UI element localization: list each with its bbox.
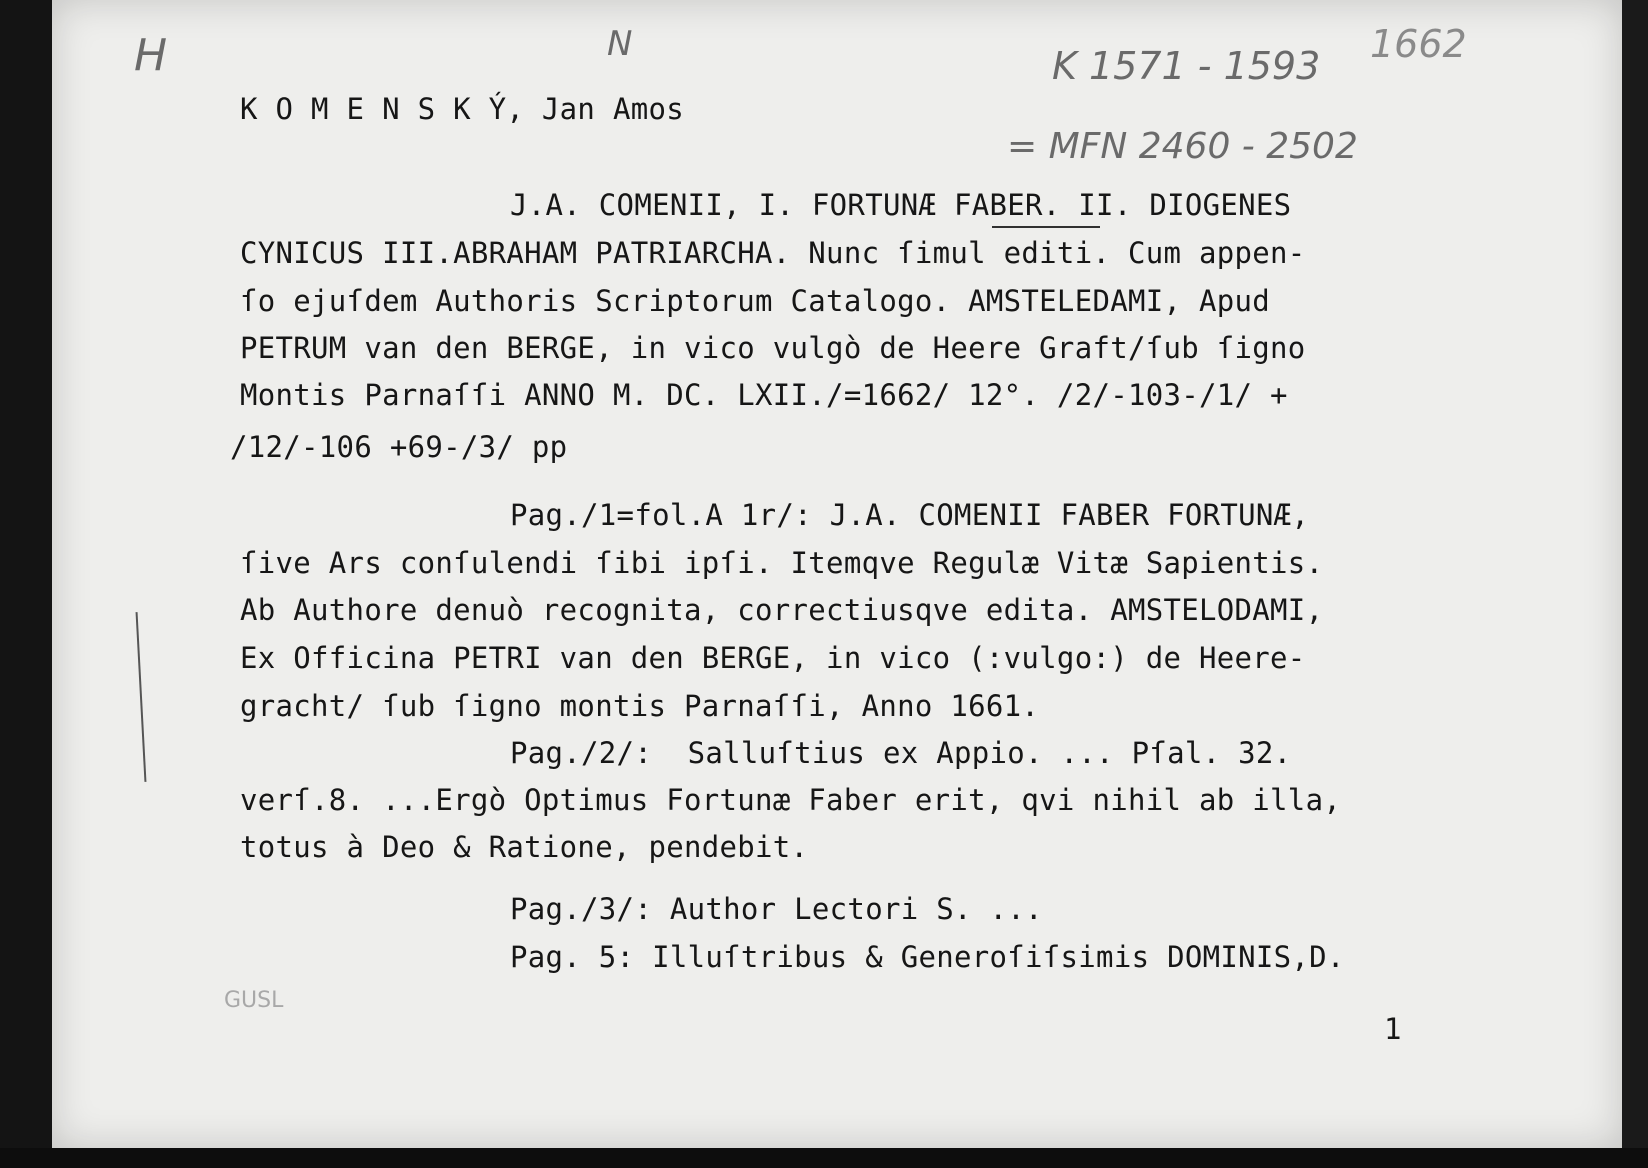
note-line-1: Pag./1=fol.A 1r/: J.A. COMENII FABER FORTUNÆ,: [510, 498, 1310, 532]
catalog-card: [52, 0, 1622, 1148]
note-line-7: verſ.8. ...Ergò Optimus Fortunæ Faber erit, qvi nihil ab illa,: [240, 783, 1342, 817]
page-number: 1: [1384, 1012, 1402, 1046]
handwritten-year-note: 1662: [1370, 22, 1467, 66]
handwritten-top-mark: N: [607, 24, 633, 64]
handwritten-signature-range: K 1571 - 1593: [1052, 44, 1321, 88]
handwritten-mfn-range: = MFN 2460 - 2502: [1007, 126, 1358, 167]
margin-pencil-mark: [136, 612, 147, 782]
note-line-8: totus à Deo & Ratione, pendebit.: [240, 830, 809, 864]
author-heading: K O M E N S K Ý, Jan Amos: [240, 92, 684, 126]
note-line-10: Pag. 5: Illuſtribus & Generoſiſsimis DOMINIS,D.: [510, 940, 1345, 974]
note-line-3: Ab Authore denuò recognita, correctiusqve edita. AMSTELODAMI,: [240, 593, 1324, 627]
title-line-4: PETRUM van den BERGE, in vico vulgò de Heere Graft/ſub ſigno: [240, 331, 1306, 365]
note-line-4: Ex Officina PETRI van den BERGE, in vico (:vulgo:) de Heere-: [240, 641, 1306, 675]
title-underline: [992, 226, 1100, 228]
scan-border-bottom: [0, 1148, 1648, 1168]
title-line-3: ſo ejuſdem Authoris Scriptorum Catalogo. AMSTELEDAMI, Apud: [240, 284, 1271, 318]
scan-border-left: [0, 0, 52, 1168]
note-line-2: ſive Ars conſulendi ſibi ipſi. Itemqve Regulæ Vitæ Sapientis.: [240, 546, 1324, 580]
note-line-9: Pag./3/: Author Lectori S. ...: [510, 892, 1043, 926]
title-line-2: CYNICUS III.ABRAHAM PATRIARCHA. Nunc ſimul editi. Cum appen-: [240, 236, 1306, 270]
note-line-5: gracht/ ſub ſigno montis Parnaſſi, Anno 1661.: [240, 689, 1040, 723]
title-line-1: J.A. COMENII, I. FORTUNÆ FABER. II. DIOGENES: [510, 188, 1292, 222]
title-line-5: Montis Parnaſſi ANNO M. DC. LXII./=1662/ 12°. /2/-103-/1/ +: [240, 378, 1288, 412]
note-line-6: Pag./2/: Salluſtius ex Appio. ... Pſal. 32.: [510, 736, 1292, 770]
title-line-6: /12/-106 +69-/3/ pp: [230, 430, 568, 464]
faded-stamp: GUSL: [224, 988, 284, 1013]
handwritten-corner-letter: H: [134, 30, 168, 81]
